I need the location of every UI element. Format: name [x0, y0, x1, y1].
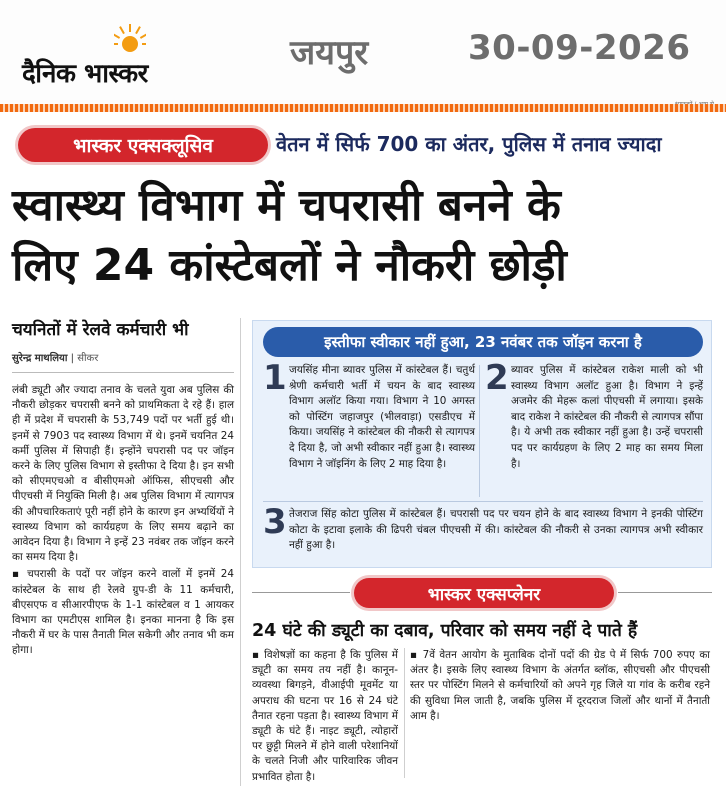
byline-separator: |	[70, 353, 78, 364]
kicker-text: वेतन में सिर्फ 700 का अंतर, पुलिस में तनाव ज्यादा	[276, 132, 662, 156]
case-number: 1	[263, 358, 287, 398]
case-point-3	[263, 502, 703, 554]
column-divider	[240, 318, 241, 786]
edition-city: जयपुर	[290, 33, 369, 73]
masthead	[0, 0, 726, 104]
article-paragraph-2: ▪ चपरासी के पदों पर जॉइन करने वालों में इनमें 24 कांस्टेबल के साथ ही रेलवे ग्रुप-डी के 11 कर्मचारी, बीएसएफ व सीआरपीएफ के 1-1 कांस्टेबल व 1 आयकर विभाग का एमटीएस शामिल है। इनका मानना है कि इस नौकरी में घर के पास तैनाती मिल सकेगी और तनाव भी कम होगा।	[12, 568, 234, 657]
explainer-columns	[252, 648, 716, 786]
sub-headline: चयनितों में रेलवे कर्मचारी भी	[12, 320, 189, 340]
article-body	[12, 383, 234, 659]
logo-text: दैनिक भास्कर	[22, 59, 148, 89]
explainer-column-2: ▪ 7वें वेतन आयोग के मुताबिक दोनों पदों की ग्रेड पे में सिर्फ 700 रुपए का अंतर है। इसके लिए स्वास्थ्य विभाग के अंतर्गत ब्लॉक, सीएचसी और पीएचसी स्तर पर पोस्टिंग मिलने से कर्मचारियों को अपने गृह जिले या गांव के करीब रहने की सुविधा मिल जाती है, जबकि पुलिस में दूरदराज जिलों और थानों में तैनाती आम है।	[410, 649, 710, 722]
left-column	[12, 318, 234, 661]
headline-line-1: स्वास्थ्य विभाग में चपरासी बनने के	[12, 180, 561, 231]
case-box	[252, 320, 712, 568]
case-point-1	[263, 358, 475, 472]
explainer-rule-right	[618, 592, 712, 593]
explainer-rule-left	[252, 592, 350, 593]
case-box-title: इस्तीफा स्वीकार नहीं हुआ, 23 नवंबर तक जॉइन करना है	[324, 333, 642, 351]
byline	[12, 350, 234, 364]
case-text: तेजराज सिंह कोटा पुलिस में कांस्टेबल हैं। चपरासी पद पर चयन होने के बाद स्वास्थ्य विभाग ने इनकी पोस्टिंग कोटा के इटावा इलाके की ढिपरी चंबल पीएचसी में की। कांस्टेबल की नौकरी से उनका त्यागपत्र अभी स्वीकार नहीं हुआ है।	[289, 508, 703, 552]
main-headline	[12, 176, 718, 296]
edition-date: 30-09-2026	[468, 28, 691, 68]
headline-line-2: लिए 24 कांस्टेबलों ने नौकरी छोड़ी	[12, 240, 567, 291]
author-name: सुरेन्द्र माथलिया	[12, 353, 68, 364]
case-number: 3	[263, 502, 287, 542]
case-text: जयसिंह मीना ब्यावर पुलिस में कांस्टेबल हैं। चतुर्थ श्रेणी कर्मचारी भर्ती में चयन के बाद स्वास्थ्य विभाग अलॉट किया गया। विभाग ने 10 अगस्त को पोस्टिंग जहाजपुर (भीलवाड़ा) एसडीएच में किया। जयसिंह ने कांस्टेबल की नौकरी से त्यागपत्र दे दिया है, जो अभी स्वीकार नहीं हुआ है। स्वास्थ्य विभाग ने जॉइनिंग के लिए 2 माह दिया है।	[289, 364, 475, 470]
case-divider-horizontal	[263, 501, 703, 502]
explainer-column-1: ▪ विशेषज्ञों का कहना है कि पुलिस में ड्यूटी का समय तय नहीं है। कानून-व्यवस्था बिगड़ने, वीआईपी मूवमेंट या अपराध की घटना पर 16 से 24 घंटे तैनात रहना पड़ता है। स्वास्थ्य विभाग में ड्यूटी के घंटे हैं। नाइट ड्यूटी, त्योहारों पर छुट्टी मिलने में होने वाली परेशानियों के चलते निजी और पारिवारिक जीवन प्रभावित होता है।	[252, 649, 398, 783]
masthead-divider	[0, 104, 726, 112]
article-paragraph-1: लंबी ड्यूटी और ज्यादा तनाव के चलते युवा अब पुलिस की नौकरी छोड़कर चपरासी बनने को प्राथमिकता दे रहे हैं। हाल ही में प्रदेश में चपरासी के 53,749 पदों पर भर्ती हुई थी। इनमें से 7903 पद स्वास्थ्य विभाग में थे। इनमें चयनित 24 कर्मी पुलिस में सिपाही हैं। इन्होंने चपरासी पद पर जॉइन करने के लिए पुलिस विभाग से इस्तीफा दे दिया है। इन सभी को सीएमएचओ व बीसीएमओ ऑफिस, सीएचसी और पीएचसी में नियुक्ति मिली है। अब पुलिस विभाग में त्यागपत्र की औपचारिकताएं पूरी नहीं होने के कारण इन अभ्यर्थियों ने स्वास्थ्य विभाग को कार्यग्रहण के लिए समय बढ़ाने का आवेदन दिया है। विभाग ने इन्हें 23 नवंबर तक जॉइन करने का समय दिया है।	[12, 384, 234, 564]
explainer-badge-label: भास्कर एक्सप्लेनर	[427, 584, 541, 605]
newspaper-logo	[22, 22, 262, 89]
case-point-2	[485, 358, 703, 472]
byline-divider	[12, 372, 234, 373]
dateline-place: सीकर	[77, 353, 99, 364]
explainer-badge	[354, 578, 614, 608]
exclusive-badge	[18, 128, 268, 162]
exclusive-badge-label: भास्कर एक्सक्लूसिव	[73, 135, 213, 157]
explainer-headline: 24 घंटे की ड्यूटी का दबाव, परिवार को समय नहीं दे पाते हैं	[252, 621, 638, 641]
sun-icon	[114, 22, 146, 54]
case-number: 2	[485, 358, 509, 398]
case-box-header	[263, 327, 703, 357]
case-text: ब्यावर पुलिस में कांस्टेबल राकेश माली को भी स्वास्थ्य विभाग अलॉट हुआ है। विभाग ने इन्हें अजमेर की मेहरू कलां पीएचसी में लगाया। इसके बाद राकेश ने कांस्टेबल की नौकरी से त्यागपत्र सौंपा है। ये अभी तक स्वीकार नहीं हुआ है। उन्हें चपरासी पद पर कार्यग्रहण के लिए 2 माह का समय मिला है।	[511, 364, 703, 470]
case-divider-vertical	[479, 365, 480, 497]
explainer-column-divider	[404, 648, 405, 778]
